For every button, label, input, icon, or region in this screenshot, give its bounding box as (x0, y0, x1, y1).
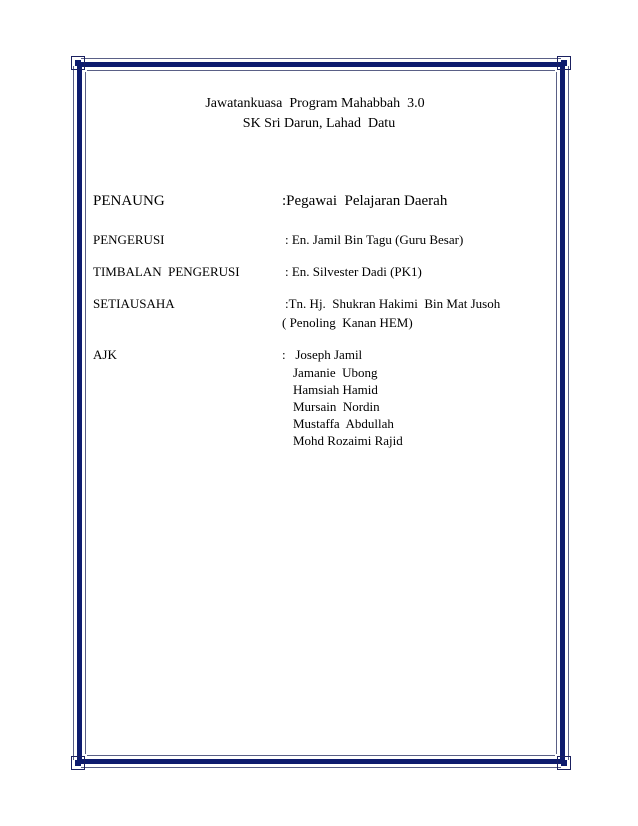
border-line (73, 66, 74, 760)
border-bar (77, 66, 82, 760)
penaung-value: :Pegawai Pelajaran Daerah (282, 193, 448, 209)
setiausaha-label: SETIAUSAHA (93, 296, 175, 311)
border-corner (557, 56, 571, 70)
list-item: Mustaffa Abdullah (293, 416, 394, 431)
list-item: Jamanie Ubong (293, 365, 378, 380)
list-item: Mursain Nordin (293, 399, 380, 414)
border-bar (81, 759, 561, 764)
ajk-member-list (293, 364, 403, 449)
timbalan-label: TIMBALAN PENGERUSI (93, 264, 240, 279)
list-item: Mohd Rozaimi Rajid (293, 433, 403, 448)
border-line (81, 767, 561, 768)
border-line (568, 66, 569, 760)
border-line (556, 72, 557, 754)
border-line (87, 70, 555, 71)
ajk-first-member: : Joseph Jamil (282, 347, 363, 362)
ajk-label: AJK (93, 347, 117, 362)
setiausaha-note: ( Penoling Kanan HEM) (282, 315, 413, 330)
border-line (87, 755, 555, 756)
page-subtitle: SK Sri Darun, Lahad Datu (242, 116, 396, 131)
penaung-label: PENAUNG (93, 193, 165, 209)
pengerusi-label: PENGERUSI (93, 232, 165, 247)
border-line (81, 58, 561, 59)
border-corner (557, 756, 571, 770)
pengerusi-value: : En. Jamil Bin Tagu (Guru Besar) (285, 232, 464, 247)
border-corner (71, 756, 85, 770)
border-line (85, 72, 86, 754)
list-item: Hamsiah Hamid (293, 382, 378, 397)
setiausaha-value: :Tn. Hj. Shukran Hakimi Bin Mat Jusoh (285, 296, 501, 311)
border-bar (560, 66, 565, 760)
page-title: Jawatankuasa Program Mahabbah 3.0 (205, 96, 425, 111)
border-bar (81, 62, 561, 67)
timbalan-value: : En. Silvester Dadi (PK1) (285, 264, 422, 279)
border-corner (71, 56, 85, 70)
